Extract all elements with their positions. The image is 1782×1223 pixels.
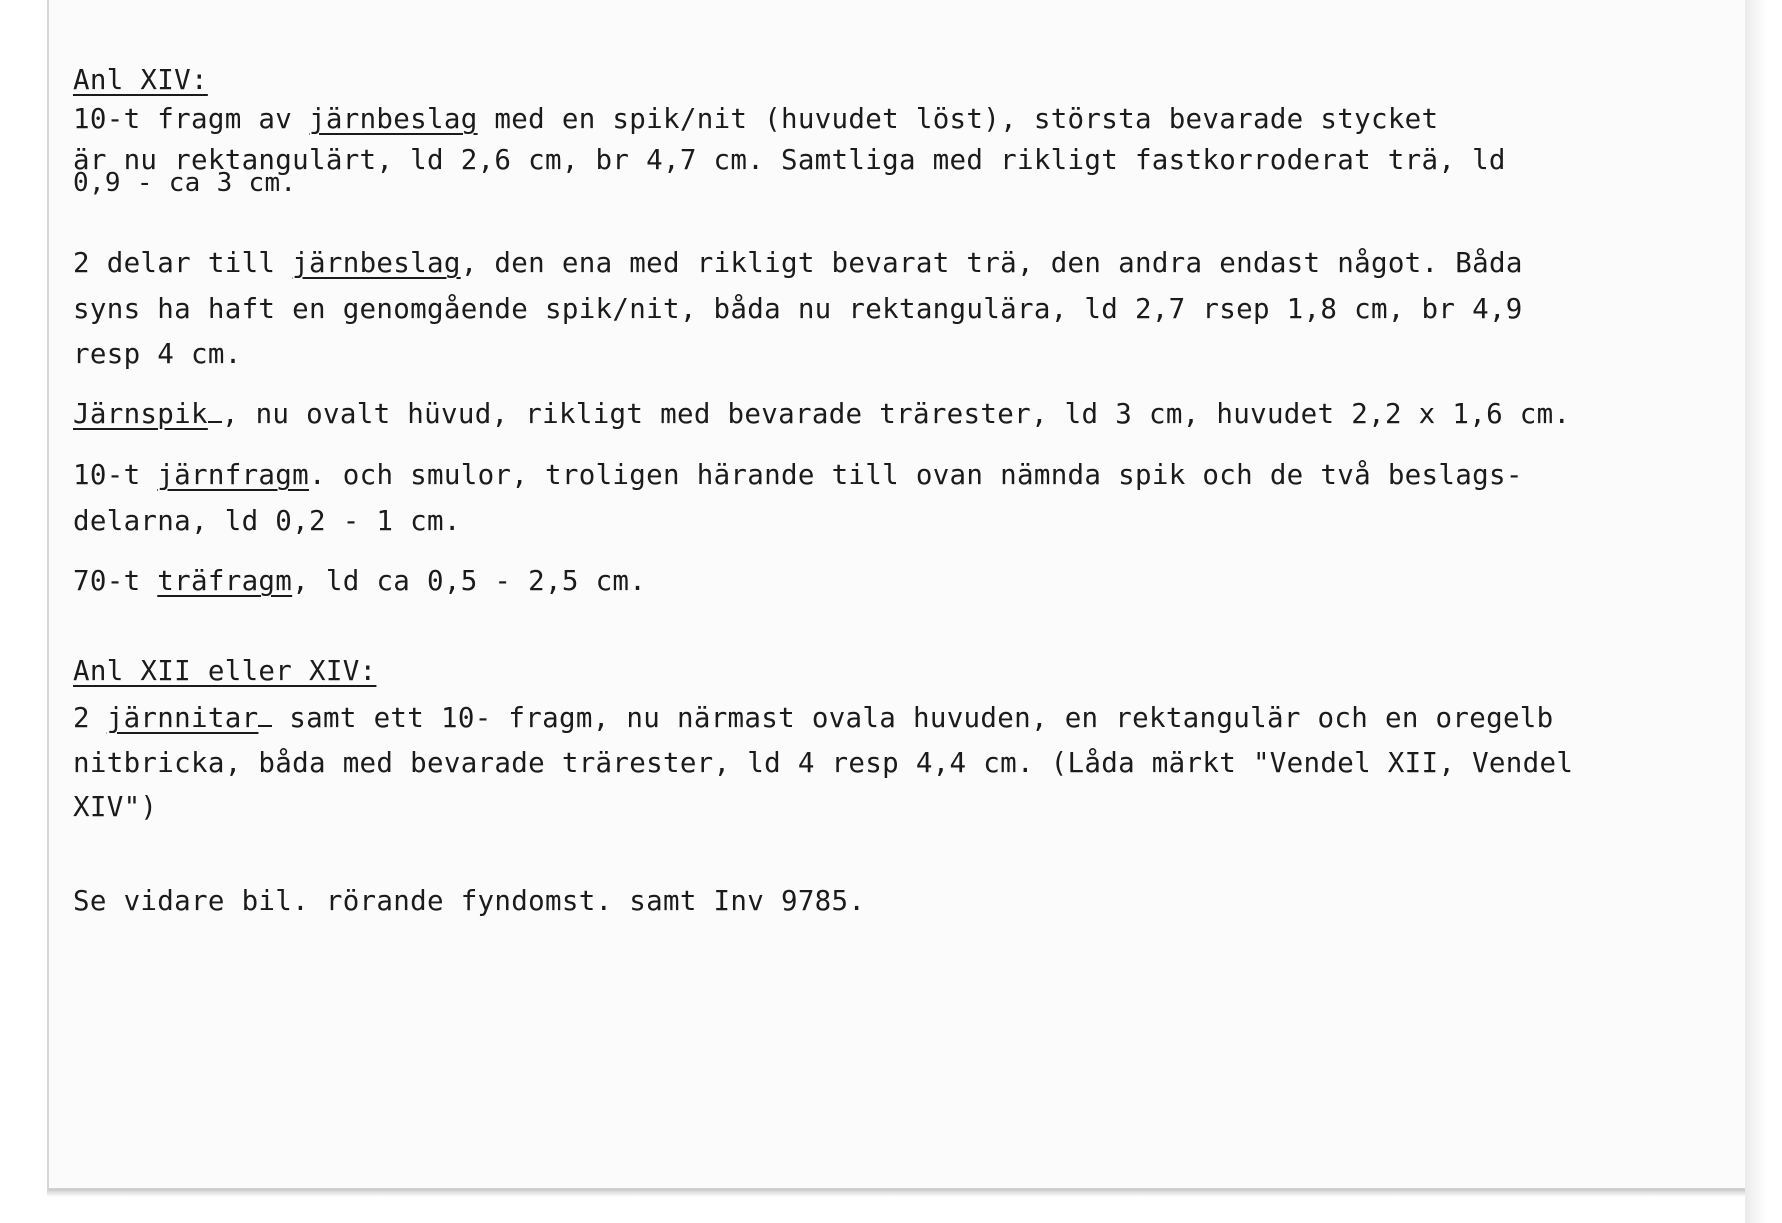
text: 2 delar till <box>73 247 293 279</box>
text: , ld ca 0,5 - 2,5 cm. <box>292 565 647 597</box>
text: . och smulor, troligen härande till ovan nämnda spik och de två beslags- <box>309 459 1523 491</box>
text: samt ett 10- fragm, nu närmast ovala huvuden, en rektangulär och en oregelb <box>272 702 1554 734</box>
underline-trail <box>258 721 272 727</box>
text: 10-t <box>73 459 158 491</box>
section-heading-anl-xii-eller-xiv: Anl XII eller XIV: <box>73 655 377 687</box>
paragraph-6-line-1 <box>73 702 1554 734</box>
term-jarnbeslag: järnbeslag <box>309 103 478 135</box>
paragraph-1-line-2: är nu rektangulärt, ld 2,6 cm, br 4,7 cm. Samtliga med rikligt fastkorroderat trä, ld <box>73 144 1506 176</box>
text: , nu ovalt hüvud, rikligt med bevarade trärester, ld 3 cm, huvudet 2,2 x 1,6 cm. <box>221 398 1571 430</box>
paragraph-4-line-2: delarna, ld 0,2 - 1 cm. <box>73 505 461 537</box>
footer-note: Se vidare bil. rörande fyndomst. samt Inv 9785. <box>73 885 866 917</box>
paragraph-1-line-3: 0,9 - ca 3 cm. <box>73 168 297 198</box>
paragraph-2-line-3: resp 4 cm. <box>73 338 242 370</box>
paragraph-2-line-1 <box>73 247 1523 279</box>
paragraph-3 <box>73 398 1571 430</box>
section-heading-anl-xiv: Anl XIV: <box>73 64 208 96</box>
term-jarnspik: Järnspik <box>73 398 208 430</box>
term-jarnbeslag: järnbeslag <box>292 247 461 279</box>
paragraph-5 <box>73 565 647 597</box>
paragraph-2-line-2: syns ha haft en genomgående spik/nit, båda nu rektangulära, ld 2,7 rsep 1,8 cm, br 4,9 <box>73 293 1523 325</box>
paragraph-6-line-3: XIV") <box>73 791 158 823</box>
term-jarnnitar: järnnitar <box>106 702 259 734</box>
paragraph-6-line-2: nitbricka, båda med bevarade trärester, ld 4 resp 4,4 cm. (Låda märkt "Vendel XII, Vendel <box>73 747 1574 779</box>
underline-trail <box>208 417 222 423</box>
card-edge <box>1745 0 1782 1223</box>
text: 70-t <box>73 565 158 597</box>
text: 10-t fragm av <box>73 103 309 135</box>
card-shadow <box>47 1191 1745 1197</box>
text: med en spik/nit (huvudet löst), största bevarade stycket <box>477 103 1439 135</box>
paragraph-1-line-1 <box>73 103 1439 135</box>
paragraph-4-line-1 <box>73 459 1523 491</box>
term-jarnfragm: järnfragm <box>157 459 310 491</box>
text: , den ena med rikligt bevarat trä, den andra endast något. Båda <box>460 247 1523 279</box>
text: 2 <box>73 702 107 734</box>
term-trafragm: träfragm <box>157 565 293 597</box>
